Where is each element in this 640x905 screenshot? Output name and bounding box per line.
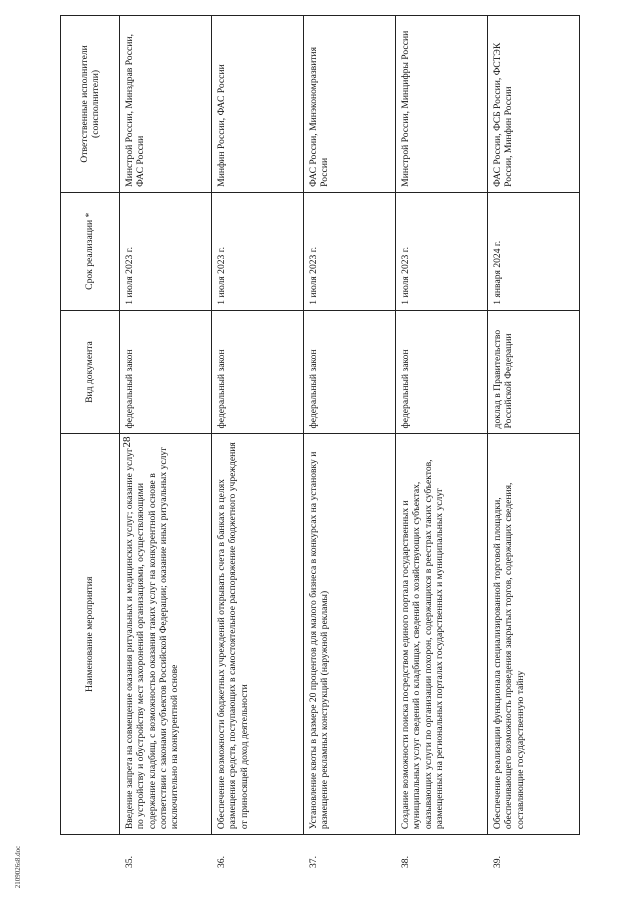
row-doc-type: федеральный закон bbox=[304, 310, 396, 434]
row-term: 1 июля 2023 г. bbox=[304, 192, 396, 310]
row-number: 38. bbox=[399, 856, 411, 868]
row-number: 39. bbox=[491, 856, 503, 868]
row-name: Обеспечение реализации функционала специализированной торговой площадки, обеспечивающего возможность проведения закрытых торгов, содержащих сведения, составляющие государственную тайну bbox=[488, 434, 580, 835]
row-responsible: ФАС России, Минэкономразвития России bbox=[304, 16, 396, 193]
table-row bbox=[212, 16, 304, 871]
row-name: Обеспечение возможности бюджетных учреждений открывать счета в банках в целях размещения средств, поступающих в самостоятельное распоряжение бюджетного учреждения от приносящей доход деятельности bbox=[212, 434, 304, 835]
header-term: Срок реализации * bbox=[61, 192, 120, 310]
header-doc-type: Вид документа bbox=[61, 310, 120, 434]
header-number bbox=[61, 835, 120, 870]
row-number: 36. bbox=[215, 856, 227, 868]
row-responsible: Минфин России, ФАС России bbox=[212, 16, 304, 193]
row-name: Установление квоты в размере 20 процентов для малого бизнеса в конкурсах на установку и размещение рекламных конструкций (наружной рекламы) bbox=[304, 434, 396, 835]
row-doc-type: федеральный закон bbox=[120, 310, 212, 434]
table-row bbox=[120, 16, 212, 871]
row-responsible: Минстрой России, Минздрав России, ФАС России bbox=[120, 16, 212, 193]
row-number: 35. bbox=[123, 856, 135, 868]
document-code: 2109026s8.doc bbox=[14, 845, 22, 889]
row-responsible: Минстрой России, Минцифры России bbox=[396, 16, 488, 193]
row-number: 37. bbox=[307, 856, 319, 868]
row-term: 1 июля 2023 г. bbox=[212, 192, 304, 310]
table-row bbox=[396, 16, 488, 871]
row-name: Введение запрета на совмещение оказания ритуальных и медицинских услуг; оказание услуг по устройству и обустройству мест захоронений организациями, осуществляющими содержание кладбищ, с возможностью оказания таких услуг на конкурентной основе в соответствии с законами субъектов Российской Федерации; оказание иных ритуальных услуг исключительно на конкурентной основе bbox=[120, 434, 212, 835]
header-name: Наименование мероприятия bbox=[61, 434, 120, 835]
table-wrapper bbox=[60, 15, 580, 870]
table-row bbox=[304, 16, 396, 871]
measures-table bbox=[60, 15, 580, 870]
row-doc-type: федеральный закон bbox=[212, 310, 304, 434]
row-term: 1 июля 2023 г. bbox=[120, 192, 212, 310]
page-number: 28 bbox=[121, 436, 133, 448]
row-responsible: ФАС России, ФСБ России, ФСТЭК России, Минфин России bbox=[488, 16, 580, 193]
row-doc-type: федеральный закон bbox=[396, 310, 488, 434]
header-responsible: Ответственные исполнители (соисполнители) bbox=[61, 16, 120, 193]
table-row bbox=[488, 16, 580, 871]
row-name: Создание возможности поиска посредством единого портала государственных и муниципальных услуг сведений о кладбищах, сведений о хозяйствующих субъектах, оказывающих услуги по организации похорон, содержащихся в реестрах таких субъектов, размещенных на региональных порталах государственных и муниципальных услуг bbox=[396, 434, 488, 835]
row-term: 1 января 2024 г. bbox=[488, 192, 580, 310]
row-doc-type: доклад в Правительство Российской Федерации bbox=[488, 310, 580, 434]
table-header-row bbox=[61, 16, 120, 871]
row-term: 1 июля 2023 г. bbox=[396, 192, 488, 310]
